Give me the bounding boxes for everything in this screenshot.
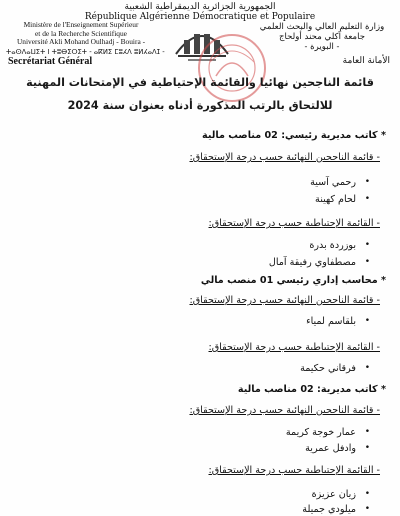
section-heading: * كاتب مديرية رئيسي: 02 مناصب مالية [202, 130, 386, 141]
candidate-name: • زيان عزيزة [312, 489, 356, 500]
candidate-name: • ميلودي جميلة [302, 504, 356, 515]
university-name-tifinagh: ⵜⴰⵙⴷⴰⵡⵉⵜ ⵏ ⵜⵓⴱⵉⵔⵉⵜ - ⴰⴽⵍⵉ ⵎⵓⵃⴷ ⵓⵍⵃⴰⴷⵊ - [6, 47, 165, 56]
candidate-name: • لحام كهينة [315, 194, 356, 205]
official-seal-stamp [196, 32, 268, 104]
ministry-ar: وزارة التعليم العالي والبحث العلمي [259, 22, 385, 32]
candidate-name: • رحمي آسية [310, 177, 356, 188]
header-left-fr [6, 20, 165, 56]
ministry-line-2: et de la Recherche Scientifique [35, 28, 127, 38]
final-list-label: - قائمة الناجحين النهائية حسب درجة الإستحقاق: [189, 152, 380, 163]
university-name-fr: Université Akli Mohand Oulhadj - Bouira - [16, 37, 146, 47]
section-heading: * كاتب مديرية: 02 مناصب مالية [237, 384, 386, 395]
ministry-line-1: Ministère de l'Enseignement Supérieur [23, 20, 139, 29]
reserve-list-label: - القائمة الإحتياطية حسب درجة الإستحقاق: [208, 342, 380, 353]
candidate-name: • بلقاسم لمياء [306, 316, 356, 327]
secretariat-ar: الأمانة العامة [342, 56, 390, 66]
final-list-label: - قائمة الناجحين النهائية حسب درجة الإستحقاق: [189, 295, 380, 306]
final-list-label: - قائمة الناجحين النهائية حسب درجة الإستحقاق: [189, 405, 380, 416]
university-name-ar: جامعة آكلي محند أولحاج [278, 32, 366, 42]
candidate-name: • عمار خوجة كريمة [286, 427, 356, 438]
candidate-name: • بوزردة بدرة [309, 240, 356, 251]
document-title: قائمة الناجحين نهائيا والقائمة الإحتياطية في الإمتحانات المهنية [26, 76, 374, 89]
section-heading: * محاسب إداري رئيسي 01 منصب مالي [200, 275, 386, 286]
reserve-list-label: - القائمة الإحتياطية حسب درجة الإستحقاق: [208, 465, 380, 476]
header-right-ar [252, 22, 392, 52]
republic-name-ar: الجمهورية الجزائرية الديمقراطية الشعبية [124, 2, 276, 12]
document-subtitle: للالتحاق بالرتب المذكورة أدناه بعنوان سنة 2024 [67, 99, 333, 112]
candidate-name: • فرقاني حكيمة [300, 363, 356, 374]
secretariat-fr: Secrétariat Général [8, 56, 93, 67]
candidate-name: • مصطفاوي رفيقة آمال [269, 257, 356, 268]
candidate-name: • وادفل عمرية [305, 443, 356, 454]
republic-name-fr: République Algérienne Démocratique et Populaire [84, 12, 316, 22]
city-ar: - البويرة - [304, 42, 340, 52]
reserve-list-label: - القائمة الإحتياطية حسب درجة الإستحقاق: [208, 218, 380, 229]
